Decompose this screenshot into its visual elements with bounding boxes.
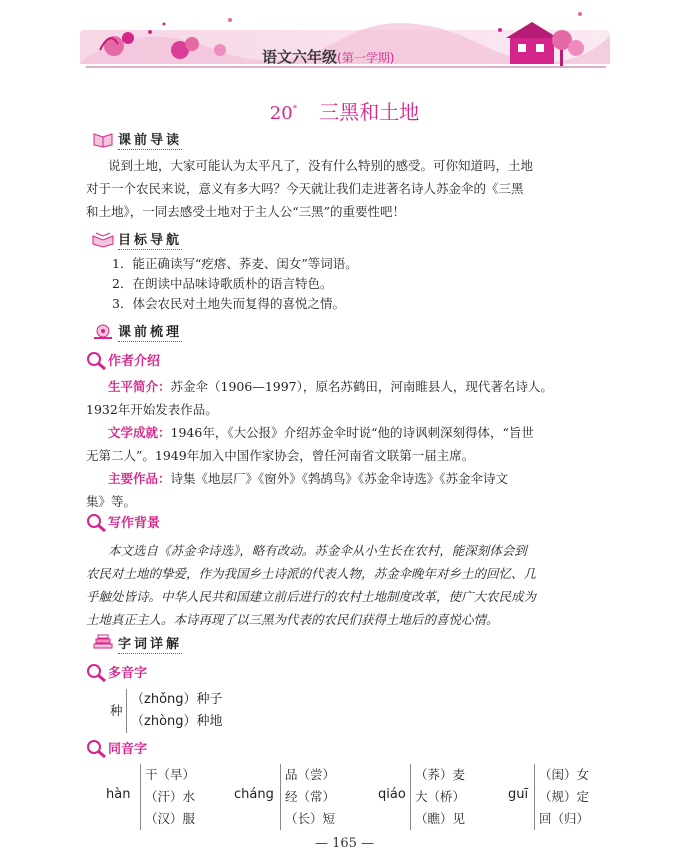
section-label: 字词详解 [118,637,183,652]
goal-item: 1．能正确读写“疙瘩、荞麦、闺女”等词语。 [112,256,358,271]
author-info [86,375,606,513]
term: (第一学期) [337,51,395,65]
word: （闺）女 [539,767,590,782]
pinyin-gui: guī [508,787,529,802]
magnifier-icon [86,351,108,371]
section-sort [92,320,182,340]
goal-item: 2．在朗读中品味诗歌质朴的语言特色。 [112,276,333,291]
text-line: 土地真正主人。本诗再现了以三黑为代表的农民们获得土地后的喜悦心情。 [86,612,499,627]
section-words [92,632,182,652]
text-line: 农民对土地的挚爱，作为我国乡土诗派的代表人物，苏金伞晚年对乡土的回忆、几 [86,566,537,581]
lesson-number: 20 [269,103,293,124]
section-label: 课前梳理 [118,325,183,340]
book-icon [92,130,114,148]
homophone-group [410,764,465,830]
books-icon [92,634,114,652]
word: （瞧）见 [415,811,466,826]
background-heading [86,512,160,533]
text-line: 苏金伞（1906—1997），原名苏鹤田，河南睢县人，现代著名诗人。 [170,379,553,394]
text-line: 本文选自《苏金伞诗选》，略有改动。苏金伞从小生长在农村，能深刻体会到 [108,543,527,558]
text-line: 无第二人”。1949年加入中国作家协会，曾任河南省文联第一届主席。 [86,448,475,463]
achieve-label: 文学成就： [108,425,171,440]
polyphone-heading [86,662,147,683]
text-line: 诗集《地层厂》《窗外》《鹁鸪鸟》《苏金伞诗选》《苏金伞诗文 [170,471,509,486]
homophone-heading-label: 同音字 [108,742,148,757]
background-heading-label: 写作背景 [108,516,161,531]
header-rule [86,66,606,68]
text-line: 1932年开始发表作品。 [86,402,218,417]
pinyin-han: hàn [106,787,131,802]
text-line: 1946年，《大公报》介绍苏金伞时说“他的诗讽刺深刻得体，“旨世 [170,425,534,440]
reading: （zhòng）种地 [131,714,223,729]
text-line: 乎触处皆诗。中华人民共和国建立前后进行的农村土地制度改革，使广大农民成为 [86,589,537,604]
polyphone-readings [126,689,223,733]
flower-icon [92,322,114,340]
goal-item: 3．体会农民对土地失而复得的喜悦之情。 [112,296,345,311]
text-line: 集》等。 [86,494,137,509]
polyphone-char: 种 [110,703,123,718]
magnifier-icon [86,663,108,683]
works-label: 主要作品： [108,471,171,486]
pinyin-chang: cháng [234,787,274,802]
goal-list [112,254,358,314]
homophone-group [140,764,195,830]
magnifier-icon [86,739,108,759]
polyphone-heading-label: 多音字 [108,666,148,681]
word: 大（桥） [415,789,466,804]
lesson-mark: * [292,104,298,115]
word: （汗）水 [145,789,196,804]
word: 回（归） [539,811,590,826]
text-line: 说到土地，大家可能认为太平凡了，没有什么特别的感受。可你知道吗，土地 [108,158,534,173]
reading: （zhǒng）种子 [131,692,223,707]
homophone-group [534,764,589,830]
life-label: 生平简介： [108,379,171,394]
word: 经（常） [285,789,336,804]
book-name: 语文六年级 [262,48,338,66]
homophone-heading [86,738,147,759]
word: （规）定 [539,789,590,804]
page-number: — 165 — [314,836,375,851]
homophone-group [280,764,335,830]
word: （长）短 [285,811,336,826]
word: （荞）麦 [415,767,466,782]
word: （汉）服 [145,811,196,826]
open-book-icon [92,230,114,248]
section-label: 课前导读 [118,133,183,148]
word: 品（尝） [285,767,336,782]
word: 干（旱） [145,767,196,782]
background-text [86,539,606,631]
preview-text [86,154,606,223]
section-goals [92,228,182,248]
pinyin-qiao: qiáo [378,787,406,802]
lesson-name: 三黑和土地 [319,100,420,124]
section-label: 目标导航 [118,233,183,248]
section-preview [92,128,182,148]
magnifier-icon [86,513,108,533]
text-line: 和土地》，一同去感受土地对于主人公“三黑”的重要性吧！ [86,204,406,219]
book-title [262,46,394,67]
author-heading-label: 作者介绍 [108,354,161,369]
text-line: 对于一个农民来说，意义有多大吗？今天就让我们走进著名诗人苏金伞的《三黑 [86,181,524,196]
lesson-title [0,96,689,125]
author-heading [86,350,160,371]
